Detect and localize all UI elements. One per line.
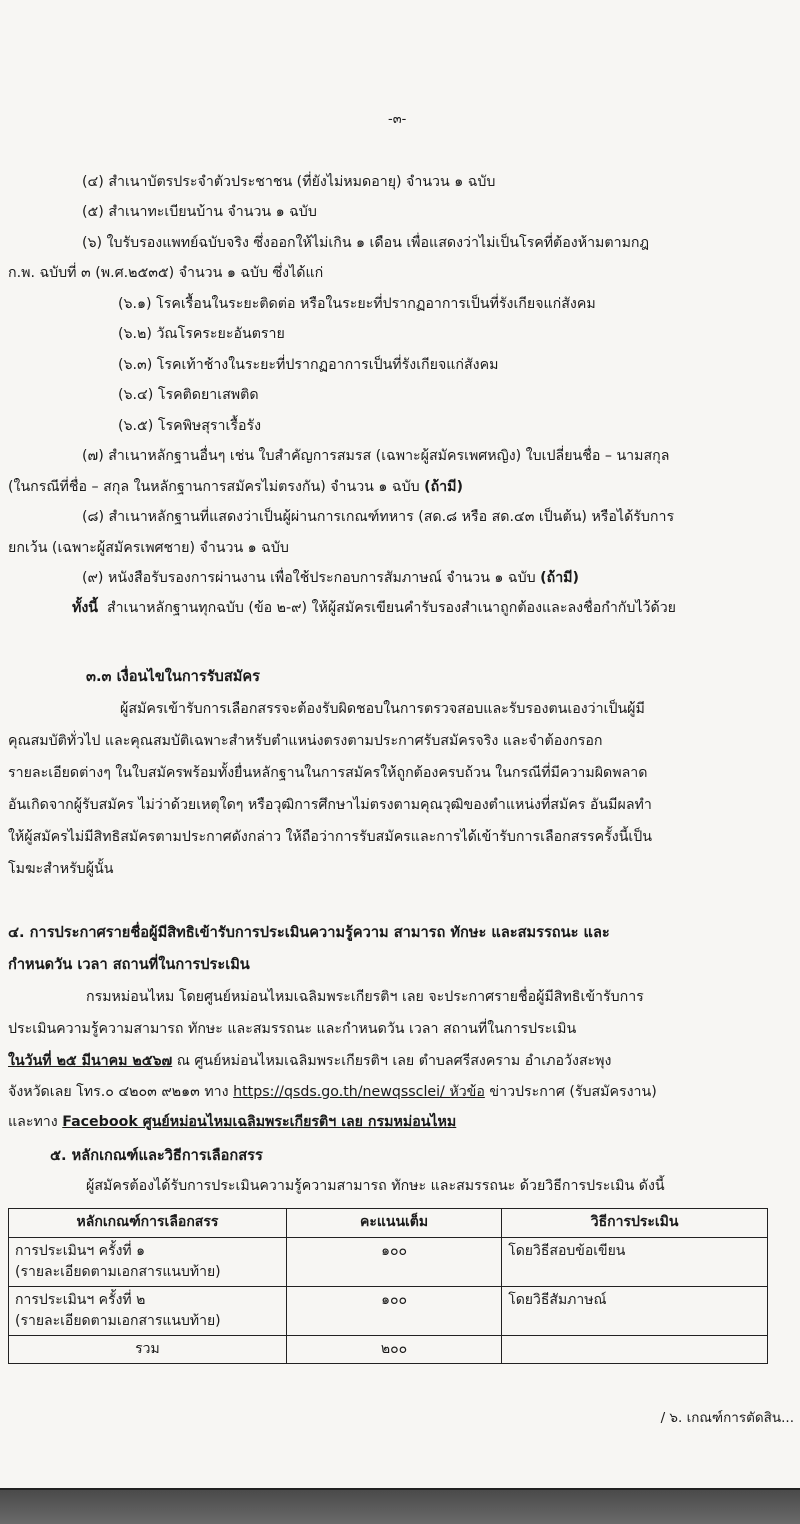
section-3-3-line: คุณสมบัติทั่วไป และคุณสมบัติเฉพาะสำหรับตำแหน่งตรงตามประกาศรับสมัครจริง และจำต้องกรอก [8,733,603,749]
section-3-3-line: ให้ผู้สมัครไม่มีสิทธิสมัครตามประกาศดังกล่าว ให้ถือว่าการรับสมัครและการได้เข้ารับการเลือกสรรครั้งนี้เป็น [8,829,652,845]
disease-item: (๖.๑) โรคเรื้อนในระยะติดต่อ หรือในระยะที่ปรากฏอาการเป็นที่รังเกียจแก่สังคม [118,296,596,312]
empty-cell [502,1336,768,1364]
doc-item-8: (๘) สำเนาหลักฐานที่แสดงว่าเป็นผู้ผ่านการเกณฑ์ทหาร (สด.๘ หรือ สด.๔๓ เป็นต้น) หรือได้รับการ [82,509,675,525]
table-row [9,1287,768,1336]
disease-item: (๖.๕) โรคพิษสุราเรื้อรัง [118,418,262,434]
section-5-heading: ๕. หลักเกณฑ์และวิธีการเลือกสรร [50,1147,263,1164]
website-link[interactable]: https://qsds.go.th/newqssclei/ หัวข้อ [233,1084,485,1100]
column-header: หลักเกณฑ์การเลือกสรร [9,1209,287,1238]
doc-item-5: (๕) สำเนาทะเบียนบ้าน จำนวน ๑ ฉบับ [82,204,317,220]
section-4-line: ประเมินความรู้ความสามารถ ทักษะ และสมรรถนะ และกำหนดวัน เวลา สถานที่ในการประเมิน [8,1021,577,1037]
total-label: รวม [9,1336,287,1364]
doc-item-4: (๔) สำเนาบัตรประจำตัวประชาชน (ที่ยังไม่หมดอายุ) จำนวน ๑ ฉบับ [82,174,496,190]
disease-item: (๖.๔) โรคติดยาเสพติด [118,387,259,403]
column-header: วิธีการประเมิน [502,1209,768,1238]
disease-item: (๖.๒) วัณโรคระยะอันตราย [118,326,285,342]
if-any-note: (ถ้ามี) [540,570,580,586]
doc-item-6: (๖) ใบรับรองแพทย์ฉบับจริง ซึ่งออกให้ไม่เกิน ๑ เดือน เพื่อแสดงว่าไม่เป็นโรคที่ต้องห้ามตามกฎ [82,235,650,251]
section-3-3-line: อันเกิดจากผู้รับสมัคร ไม่ว่าด้วยเหตุใดๆ หรือวุฒิการศึกษาไม่ตรงตามคุณวุฒิของตำแหน่งที่สมัคร อันมีผลทำ [8,797,652,813]
facebook-link[interactable]: Facebook ศูนย์หม่อนไหมเฉลิมพระเกียรติฯ เลย กรมหม่อนไหม [62,1114,457,1130]
section-4-line: และทาง Facebook ศูนย์หม่อนไหมเฉลิมพระเกียรติฯ เลย กรมหม่อนไหม [8,1114,457,1130]
section-4-line: ในวันที่ ๒๕ มีนาคม ๒๕๖๗ ณ ศูนย์หม่อนไหมเฉลิมพระเกียรติฯ เลย ตำบลศรีสงคราม อำเภอวังสะพุง [8,1053,612,1069]
method-cell: โดยวิธีสัมภาษณ์ [502,1287,768,1336]
doc-item-9: (๙) หนังสือรับรองการผ่านงาน เพื่อใช้ประกอบการสัมภาษณ์ จำนวน ๑ ฉบับ (ถ้ามี) [82,570,580,586]
next-page-marker: / ๖. เกณฑ์การตัดสิน... [660,1410,794,1426]
scan-background [0,1490,800,1524]
section-3-3-line: ผู้สมัครเข้ารับการเลือกสรรจะต้องรับผิดชอบในการตรวจสอบและรับรองตนเองว่าเป็นผู้มี [120,701,645,717]
doc-item-8-cont: ยกเว้น (เฉพาะผู้สมัครเพศชาย) จำนวน ๑ ฉบับ [8,540,289,556]
doc-item-6-cont: ก.พ. ฉบับที่ ๓ (พ.ศ.๒๕๓๕) จำนวน ๑ ฉบับ ซึ่งได้แก่ [8,265,324,281]
section-5-line: ผู้สมัครต้องได้รับการประเมินความรู้ความสามารถ ทักษะ และสมรรถนะ ด้วยวิธีการประเมิน ดังนี้ [86,1178,665,1194]
section-3-3-heading: ๓.๓ เงื่อนไขในการรับสมัคร [86,668,260,685]
doc-item-7: (๗) สำเนาหลักฐานอื่นๆ เช่น ใบสำคัญการสมรส (เฉพาะผู้สมัครเพศหญิง) ใบเปลี่ยนชื่อ – นามสกุล [82,448,670,464]
page-number: -๓- [388,112,407,127]
table-header-row [9,1209,768,1238]
score-cell: ๑๐๐ [286,1238,501,1287]
total-score: ๒๐๐ [286,1336,501,1364]
score-cell: ๑๐๐ [286,1287,501,1336]
section-4-heading-cont: กำหนดวัน เวลา สถานที่ในการประเมิน [8,956,250,973]
criteria-table [8,1208,768,1364]
announcement-date: ในวันที่ ๒๕ มีนาคม ๒๕๖๗ [8,1053,173,1069]
section-4-heading: ๔. การประกาศรายชื่อผู้มีสิทธิเข้ารับการประเมินความรู้ความ สามารถ ทักษะ และสมรรถนะ และ [8,924,610,941]
column-header: คะแนนเต็ม [286,1209,501,1238]
table-row [9,1238,768,1287]
doc-item-7-cont: (ในกรณีที่ชื่อ – สกุล ในหลักฐานการสมัครไม่ตรงกัน) จำนวน ๑ ฉบับ (ถ้ามี) [8,479,463,495]
criteria-cell: การประเมินฯ ครั้งที่ ๒ (รายละเอียดตามเอกสารแนบท้าย) [9,1287,287,1336]
section-3-3-line: รายละเอียดต่างๆ ในใบสมัครพร้อมทั้งยื่นหลักฐานในการสมัครให้ถูกต้องครบถ้วน ในกรณีที่มีความผิดพลาด [8,765,648,781]
if-any-note: (ถ้ามี) [424,479,463,495]
section-3-3-line: โมฆะสำหรับผู้นั้น [8,861,114,877]
section-4-line: กรมหม่อนไหม โดยศูนย์หม่อนไหมเฉลิมพระเกียรติฯ เลย จะประกาศรายชื่อผู้มีสิทธิเข้ารับการ [86,989,644,1005]
criteria-cell: การประเมินฯ ครั้งที่ ๑ (รายละเอียดตามเอกสารแนบท้าย) [9,1238,287,1287]
table-total-row [9,1336,768,1364]
copy-certify-note: ทั้งนี้ สำเนาหลักฐานทุกฉบับ (ข้อ ๒-๙) ให้ผู้สมัครเขียนคำรับรองสำเนาถูกต้องและลงชื่อกำกับไว้ด้วย [72,600,676,616]
section-4-line: จังหวัดเลย โทร.๐ ๔๒๐๓ ๙๒๑๓ ทาง https://qsds.go.th/newqssclei/ หัวข้อ ข่าวประกาศ (รับสมัครงาน) [8,1084,657,1100]
disease-item: (๖.๓) โรคเท้าช้างในระยะที่ปรากฏอาการเป็นที่รังเกียจแก่สังคม [118,357,499,373]
method-cell: โดยวิธีสอบข้อเขียน [502,1238,768,1287]
